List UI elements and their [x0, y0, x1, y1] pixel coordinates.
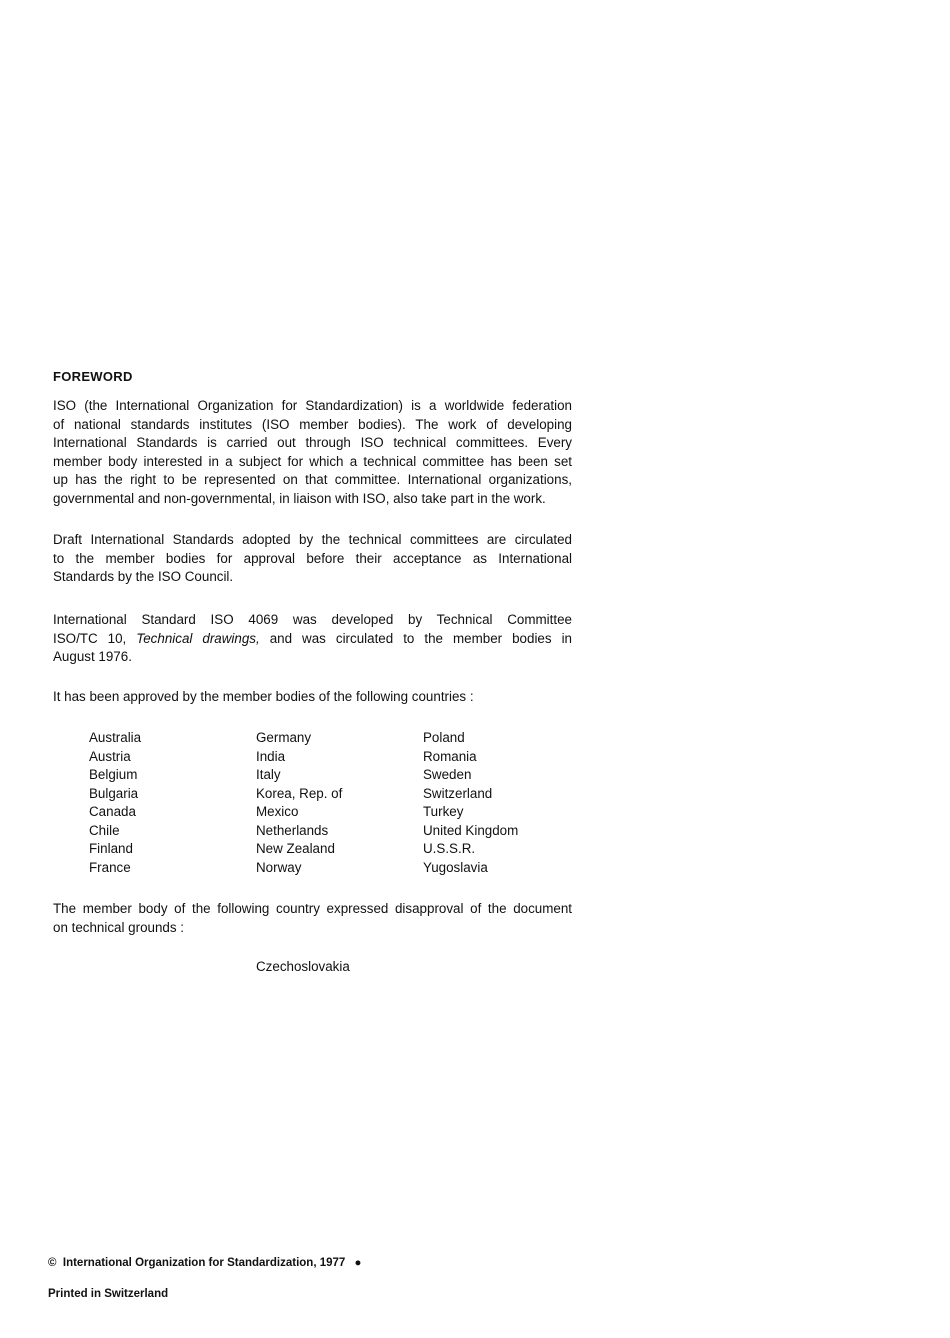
- country-item: New Zealand: [256, 841, 335, 856]
- country-column-2: [256, 729, 416, 877]
- text-line: [53, 630, 572, 649]
- country-item: Germany: [256, 730, 312, 745]
- country-item: France: [89, 859, 131, 875]
- text-line: International Standard ISO 4069 was developed by Technical Committee: [53, 612, 572, 627]
- country-item: U.S.S.R.: [423, 841, 476, 856]
- committee-ref: ISO/TC 10,: [53, 630, 127, 646]
- text-line: Standards by the ISO Council.: [53, 569, 234, 584]
- country-item: Canada: [89, 804, 136, 819]
- text-line: International Standards is carried out through ISO technical committees. Every: [53, 435, 572, 450]
- text-line: The member body of the following country expressed disapproval of the document: [53, 901, 572, 916]
- disapproval-intro: [53, 900, 572, 937]
- country-item: Switzerland: [423, 785, 493, 801]
- country-item: Korea, Rep. of: [256, 785, 343, 801]
- country-item: Belgium: [89, 767, 138, 782]
- country-item: Turkey: [423, 804, 464, 819]
- text-line: on technical grounds :: [53, 919, 185, 935]
- text-line: Draft International Standards adopted by the technical committees are circulated: [53, 532, 572, 547]
- country-item: Chile: [89, 822, 120, 838]
- text-fragment: and was circulated to the member bodies in: [269, 630, 572, 646]
- country-column-1: [89, 729, 249, 877]
- disapproving-country: Czechoslovakia: [256, 959, 350, 974]
- country-item: Romania: [423, 748, 477, 764]
- foreword-heading: FOREWORD: [53, 369, 133, 384]
- foreword-paragraph-iso: [53, 397, 572, 508]
- text-line: August 1976.: [53, 649, 132, 664]
- country-column-3: [423, 729, 583, 877]
- foreword-paragraph-standard: [53, 611, 572, 667]
- country-item: Netherlands: [256, 822, 329, 838]
- foreword-paragraph-drafts: [53, 531, 572, 587]
- text-line: ISO (the International Organization for Standardization) is a worldwide federation: [53, 398, 572, 413]
- country-item: Austria: [89, 748, 131, 764]
- country-item: Poland: [423, 730, 465, 745]
- text-line: of national standards institutes (ISO member bodies). The work of developing: [53, 416, 572, 432]
- country-item: India: [256, 748, 286, 764]
- country-item: Norway: [256, 859, 302, 875]
- country-item: Yugoslavia: [423, 859, 488, 875]
- copyright-text: International Organization for Standardization, 1977: [62, 1257, 346, 1269]
- country-item: Mexico: [256, 804, 299, 819]
- printed-notice: Printed in Switzerland: [48, 1288, 169, 1300]
- approval-intro: It has been approved by the member bodies of the following countries :: [53, 689, 474, 704]
- copyright-notice: [48, 1257, 361, 1269]
- country-item: Italy: [256, 767, 281, 782]
- country-item: Finland: [89, 841, 133, 856]
- country-item: Sweden: [423, 767, 472, 782]
- text-line: to the member bodies for approval before their acceptance as International: [53, 550, 572, 566]
- country-item: Australia: [89, 730, 142, 745]
- text-line: governmental and non-governmental, in liaison with ISO, also take part in the work.: [53, 490, 546, 506]
- bullet-icon: ●: [354, 1257, 362, 1269]
- country-item: United Kingdom: [423, 822, 519, 838]
- copyright-icon: ©: [48, 1257, 57, 1269]
- committee-title: Technical drawings,: [136, 630, 260, 646]
- country-item: Bulgaria: [89, 785, 139, 801]
- text-line: up has the right to be represented on that committee. International organizations,: [53, 472, 572, 487]
- text-line: member body interested in a subject for which a technical committee has been set: [53, 453, 572, 469]
